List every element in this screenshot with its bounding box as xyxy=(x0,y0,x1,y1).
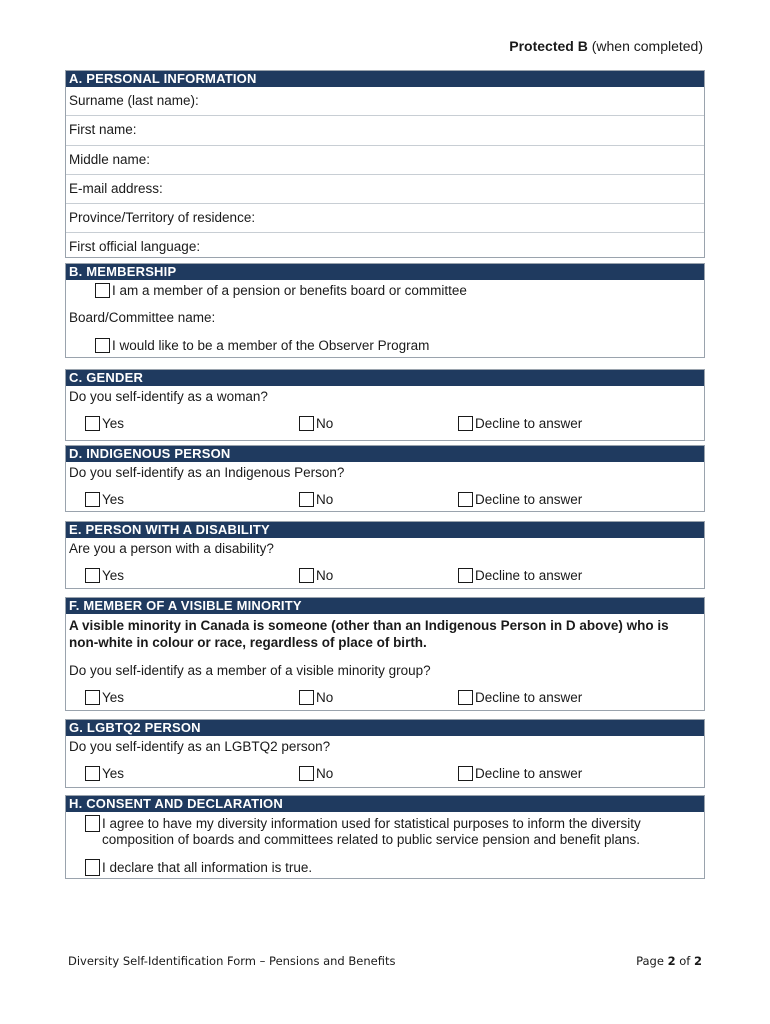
section-personal-information xyxy=(65,70,705,258)
decline-checkbox[interactable] xyxy=(458,492,473,507)
section-disability xyxy=(65,521,705,589)
section-indigenous xyxy=(65,445,705,512)
decline-checkbox[interactable] xyxy=(458,416,473,431)
section-header: E. PERSON WITH A DISABILITY xyxy=(66,522,704,538)
yes-checkbox[interactable] xyxy=(85,766,100,781)
section-header: D. INDIGENOUS PERSON xyxy=(66,446,704,462)
footer-form-title: Diversity Self-Identification Form – Pensions and Benefits xyxy=(68,954,396,968)
middle-name-field[interactable]: Middle name: xyxy=(66,146,704,175)
consent-option[interactable]: I agree to have my diversity information used for statistical purposes to inform the diversity xyxy=(85,815,641,832)
question-text: Do you self-identify as a woman? xyxy=(69,389,268,404)
section-header: G. LGBTQ2 PERSON xyxy=(66,720,704,736)
no-checkbox[interactable] xyxy=(299,492,314,507)
decline-checkbox[interactable] xyxy=(458,568,473,583)
no-checkbox[interactable] xyxy=(299,766,314,781)
section-lgbtq2 xyxy=(65,719,705,788)
decline-option[interactable]: Decline to answer xyxy=(458,690,582,705)
decline-checkbox[interactable] xyxy=(458,766,473,781)
definition-text: A visible minority in Canada is someone (other than an Indigenous Person in D above) who is xyxy=(69,618,669,633)
yes-option[interactable]: Yes xyxy=(85,416,124,431)
decline-option[interactable]: Decline to answer xyxy=(458,568,582,583)
observer-checkbox[interactable] xyxy=(95,338,110,353)
yes-checkbox[interactable] xyxy=(85,690,100,705)
decline-option[interactable]: Decline to answer xyxy=(458,766,582,781)
no-option[interactable]: No xyxy=(299,568,333,583)
decline-option[interactable]: Decline to answer xyxy=(458,416,582,431)
no-option[interactable]: No xyxy=(299,766,333,781)
no-option[interactable]: No xyxy=(299,690,333,705)
no-checkbox[interactable] xyxy=(299,568,314,583)
question-text: Do you self-identify as an Indigenous Person? xyxy=(69,465,345,480)
protected-label: Protected B (when completed) xyxy=(509,38,703,54)
yes-checkbox[interactable] xyxy=(85,568,100,583)
yes-checkbox[interactable] xyxy=(85,416,100,431)
no-option[interactable]: No xyxy=(299,416,333,431)
yes-option[interactable]: Yes xyxy=(85,766,124,781)
section-consent xyxy=(65,795,705,879)
question-text: Are you a person with a disability? xyxy=(69,541,274,556)
decline-option[interactable]: Decline to answer xyxy=(458,492,582,507)
section-header: H. CONSENT AND DECLARATION xyxy=(66,796,704,812)
yes-option[interactable]: Yes xyxy=(85,690,124,705)
yes-option[interactable]: Yes xyxy=(85,568,124,583)
consent-checkbox[interactable] xyxy=(85,815,100,832)
no-option[interactable]: No xyxy=(299,492,333,507)
yes-option[interactable]: Yes xyxy=(85,492,124,507)
board-member-option[interactable]: I am a member of a pension or benefits board or committee xyxy=(95,283,467,298)
section-header: B. MEMBERSHIP xyxy=(66,264,704,280)
section-membership xyxy=(65,263,705,358)
section-visible-minority xyxy=(65,597,705,711)
definition-text: non-white in colour or race, regardless of place of birth. xyxy=(69,635,427,650)
email-field[interactable]: E-mail address: xyxy=(66,175,704,204)
yes-checkbox[interactable] xyxy=(85,492,100,507)
decline-checkbox[interactable] xyxy=(458,690,473,705)
no-checkbox[interactable] xyxy=(299,690,314,705)
declare-checkbox[interactable] xyxy=(85,859,100,876)
page-number: Page 2 of 2 xyxy=(636,954,702,968)
no-checkbox[interactable] xyxy=(299,416,314,431)
question-text: Do you self-identify as a member of a visible minority group? xyxy=(69,663,431,678)
section-gender xyxy=(65,369,705,441)
first-name-field[interactable]: First name: xyxy=(66,116,704,145)
language-field[interactable]: First official language: xyxy=(69,239,201,255)
question-text: Do you self-identify as an LGBTQ2 person? xyxy=(69,739,331,754)
board-name-field[interactable]: Board/Committee name: xyxy=(69,310,216,325)
board-member-checkbox[interactable] xyxy=(95,283,110,298)
observer-option[interactable]: I would like to be a member of the Observer Program xyxy=(95,338,429,353)
surname-field[interactable]: Surname (last name): xyxy=(66,87,704,116)
section-header: F. MEMBER OF A VISIBLE MINORITY xyxy=(66,598,704,614)
section-header: A. PERSONAL INFORMATION xyxy=(66,71,704,87)
consent-text-continued: composition of boards and committees related to public service pension and benefit plans. xyxy=(102,832,641,847)
province-field[interactable]: Province/Territory of residence: xyxy=(66,204,704,233)
declare-option[interactable]: I declare that all information is true. xyxy=(85,859,312,876)
section-header: C. GENDER xyxy=(66,370,704,386)
field-list xyxy=(66,87,704,263)
